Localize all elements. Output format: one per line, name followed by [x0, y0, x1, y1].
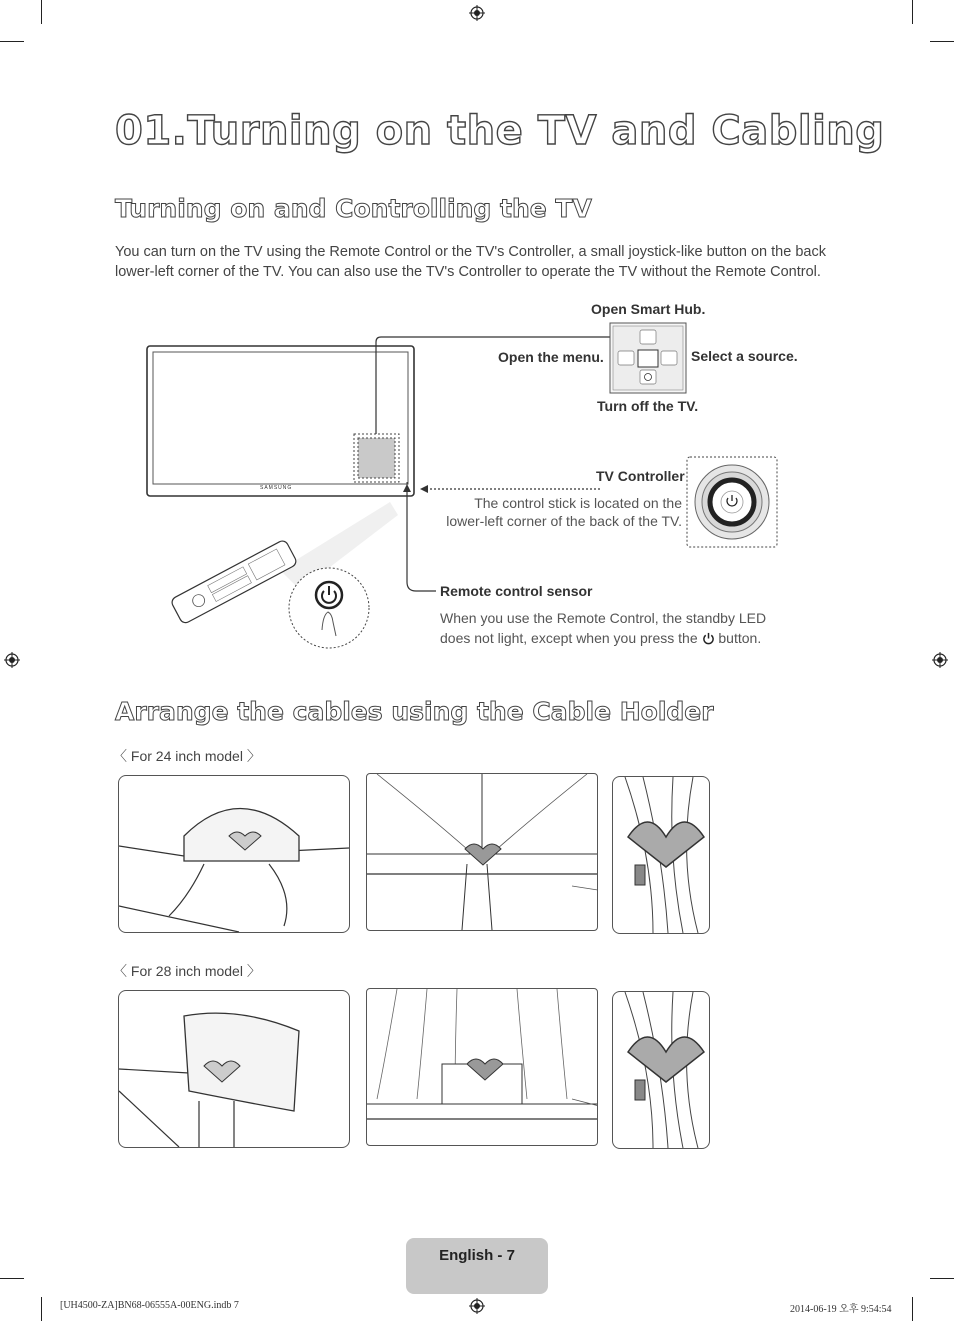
intro-paragraph: You can turn on the TV using the Remote Control or the TV's Controller, a small joystick-like button on the back lower-left corner of the TV. You can also use the TV's Controller to operate the TV without the Remote Control. [115, 244, 826, 280]
crop-mark [0, 1278, 24, 1279]
label-open-menu: Open the menu. [498, 349, 604, 365]
tv-illustration [147, 346, 414, 496]
cable-holder-28-step1 [118, 990, 350, 1148]
registration-mark-icon [932, 652, 948, 668]
crop-mark [0, 41, 24, 42]
label-turn-off: Turn off the TV. [597, 398, 699, 414]
model-28-label: 〈 For 28 inch model 〉 [113, 963, 261, 979]
controller-pad-icon [610, 323, 686, 393]
power-icon [702, 632, 715, 645]
print-slug-left: [UH4500-ZA]BN68-06555A-00ENG.indb 7 [60, 1300, 239, 1311]
tv-controller-title: TV Controller [596, 468, 685, 484]
label-select-source: Select a source. [691, 348, 798, 364]
tv-controller-desc: The control stick is located on the lower-left corner of the back of the TV. [446, 495, 682, 529]
tv-diagram [140, 290, 800, 660]
power-button-press-icon [289, 568, 369, 648]
cable-holder-24-step1 [118, 775, 350, 933]
section-heading-cable-holder: Arrange the cables using the Cable Holder [115, 697, 714, 726]
crop-mark [912, 1297, 913, 1321]
registration-mark-icon [469, 5, 485, 21]
model-24-label: 〈 For 24 inch model 〉 [113, 748, 261, 764]
section-heading-controlling: Turning on and Controlling the TV [115, 194, 592, 223]
crop-mark [930, 41, 954, 42]
tv-brand-label: SAMSUNG [260, 485, 293, 491]
registration-mark-icon [4, 652, 20, 668]
remote-control-illustration [170, 539, 298, 625]
cable-holder-24-step2 [366, 773, 598, 931]
page-number: English - 7 [439, 1247, 515, 1264]
cable-holder-24-detail [612, 776, 710, 934]
print-slug-right: 2014-06-19 오후 9:54:54 [790, 1304, 892, 1315]
remote-sensor-desc: When you use the Remote Control, the standby LED does not light, except when you press the button. [440, 610, 767, 646]
registration-mark-icon [469, 1298, 485, 1314]
cable-holder-28-step2 [366, 988, 598, 1146]
crop-mark [41, 1297, 42, 1321]
label-open-smart-hub: Open Smart Hub. [591, 301, 706, 317]
crop-mark [41, 0, 42, 24]
page-title: 01.Turning on the TV and Cabling [115, 108, 885, 154]
remote-sensor-title: Remote control sensor [440, 583, 593, 599]
crop-mark [930, 1278, 954, 1279]
cable-holder-28-detail [612, 991, 710, 1149]
crop-mark [912, 0, 913, 24]
tv-controller-joystick-icon [687, 457, 777, 547]
